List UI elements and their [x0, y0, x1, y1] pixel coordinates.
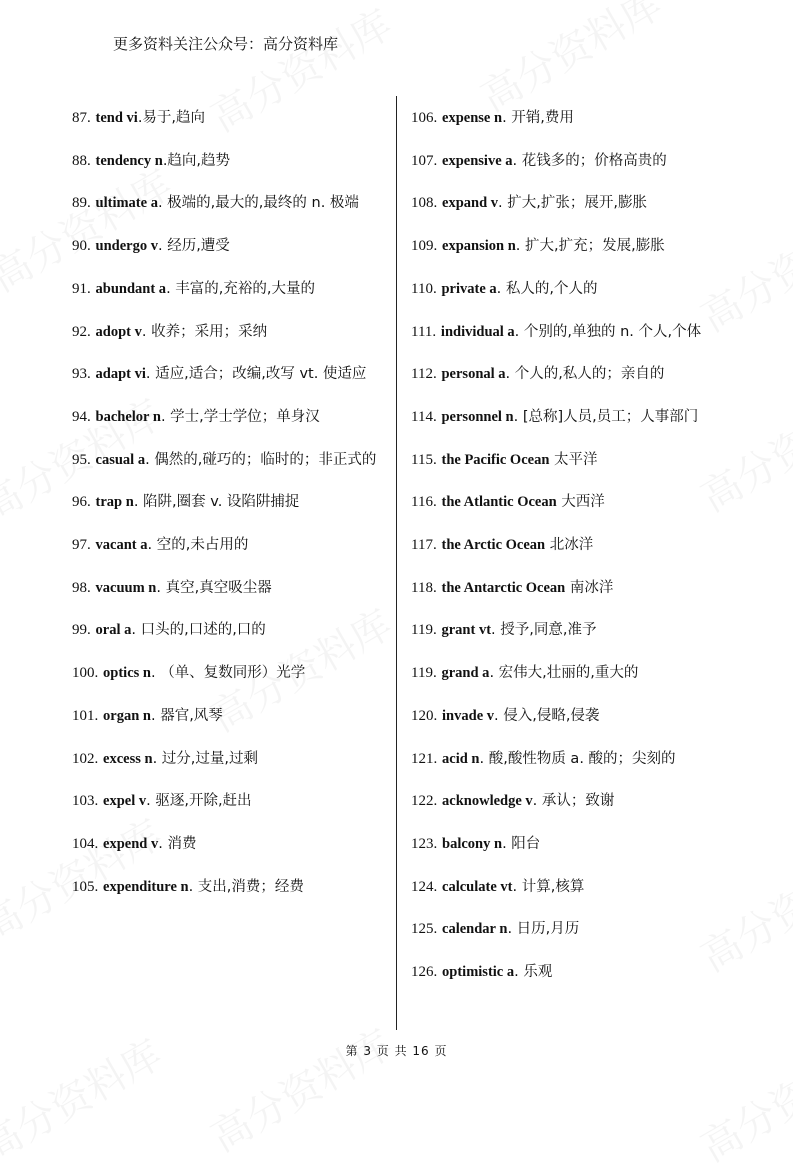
vocab-entry [72, 609, 388, 652]
entry-definition: 大西洋 [556, 494, 605, 511]
entry-word: optics n [103, 665, 151, 682]
entry-number: 94. [72, 408, 91, 425]
vocab-entry [411, 481, 741, 524]
entry-number: 99. [72, 622, 91, 639]
entry-number: 115. [411, 451, 437, 468]
entry-number: 103. [72, 793, 99, 810]
entry-number: 92. [72, 323, 91, 340]
entry-word: acid n [442, 750, 480, 767]
vocab-entry [411, 97, 741, 140]
entry-number: 97. [72, 537, 91, 554]
entry-definition: . 乐观 [514, 964, 553, 981]
entry-number: 121. [411, 750, 438, 767]
entry-word: individual a [440, 323, 515, 340]
vocab-entry [72, 481, 388, 524]
entry-definition: . 花钱多的；价格高贵的 [512, 152, 667, 169]
entry-number: 104. [72, 835, 99, 852]
page-footer: 第 3 页 共 16 页 [345, 1044, 448, 1058]
entry-definition: . [总称]人员,员工；人事部门 [513, 408, 699, 425]
entry-word: expensive a [442, 152, 513, 169]
watermark [199, 1014, 401, 1163]
entry-definition: . 开销,费用 [502, 110, 574, 126]
entry-definition: 南冰洋 [565, 579, 614, 596]
column-divider [396, 96, 397, 1030]
entry-definition: . 承认；致谢 [532, 793, 615, 810]
entry-word: grant vt [441, 622, 492, 639]
entry-word: organ n [103, 707, 151, 724]
vocab-entry [411, 182, 741, 225]
entry-number: 111. [411, 323, 437, 340]
entry-word: tendency n [95, 152, 163, 169]
entry-number: 108. [411, 195, 438, 212]
vocab-entry [411, 695, 741, 738]
entry-definition: . 宏伟大,壮丽的,重大的 [489, 665, 639, 682]
entry-definition: . 丰富的,充裕的,大量的 [166, 280, 315, 297]
entry-definition: 北冰洋 [545, 537, 594, 554]
entry-word: expense n [442, 110, 503, 126]
vocab-entry [411, 567, 741, 610]
entry-definition: . 阳台 [502, 835, 541, 852]
entry-definition: . 侵入,侵略,侵袭 [494, 707, 600, 724]
entry-definition: . 个人的,私人的；亲自的 [505, 366, 665, 383]
entry-number: 110. [411, 280, 437, 297]
vocab-entry [411, 524, 741, 567]
entry-word: abundant a [95, 280, 167, 297]
left-vocabulary-column [72, 97, 388, 908]
entry-definition: 太平洋 [549, 451, 598, 468]
vocab-entry [411, 866, 741, 909]
entry-word: expansion n [442, 238, 516, 255]
entry-word: the Atlantic Ocean [441, 494, 557, 511]
vocab-entry [72, 97, 388, 140]
vocab-entry [72, 140, 388, 183]
entry-definition: . 偶然的,碰巧的；临时的；非正式的 [145, 451, 377, 468]
entry-word: undergo v [95, 238, 158, 255]
entry-word: bachelor n [95, 408, 161, 425]
entry-number: 109. [411, 238, 438, 255]
vocab-entry [72, 396, 388, 439]
entry-number: 89. [72, 195, 91, 212]
entry-word: expel v [103, 793, 147, 810]
entry-number: 101. [72, 707, 99, 724]
entry-definition: . 陷阱,圈套 v. 设陷阱捕捉 [133, 494, 300, 511]
entry-number: 114. [411, 408, 437, 425]
entry-definition: . 扩大,扩充；发展,膨胀 [515, 238, 665, 255]
entry-word: casual a [95, 451, 146, 468]
page-header: 更多资料关注公众号：高分资料库 [113, 35, 339, 53]
vocab-entry [411, 311, 741, 354]
entry-number: 88. [72, 152, 91, 169]
entry-number: 124. [411, 878, 438, 895]
entry-definition: . 扩大,扩张；展开,膨胀 [498, 195, 647, 212]
vocab-entry [411, 439, 741, 482]
vocab-entry [411, 738, 741, 781]
entry-number: 112. [411, 366, 437, 383]
entry-definition: . 日历,月历 [507, 921, 580, 938]
vocab-entry [72, 780, 388, 823]
vocab-entry [72, 524, 388, 567]
entry-number: 102. [72, 750, 99, 767]
vocab-entry [411, 951, 741, 994]
entry-number: 117. [411, 537, 437, 554]
entry-word: grand a [441, 665, 490, 682]
vocab-entry [72, 439, 388, 482]
entry-number: 95. [72, 451, 91, 468]
entry-definition: . 口头的,口述的,口的 [131, 622, 266, 639]
entry-number: 122. [411, 793, 438, 810]
entry-definition: . 酸,酸性物质 a. 酸的；尖刻的 [479, 750, 676, 767]
entry-number: 105. [72, 878, 99, 895]
vocab-entry [411, 353, 741, 396]
entry-number: 119. [411, 622, 437, 639]
entry-number: 87. [72, 110, 91, 126]
entry-definition: . 适应,适合；改编,改写 vt. 使适应 [145, 366, 367, 383]
entry-definition: . 器官,风琴 [150, 707, 223, 724]
vocab-entry [411, 609, 741, 652]
vocab-entry [72, 652, 388, 695]
vocab-entry [72, 268, 388, 311]
vocab-entry [72, 823, 388, 866]
entry-word: acknowledge v [442, 793, 533, 810]
entry-definition: . 经历,遭受 [157, 238, 230, 255]
entry-definition: . 授予,同意,准予 [491, 622, 597, 639]
entry-word: personnel n [441, 408, 514, 425]
entry-number: 120. [411, 707, 438, 724]
entry-word: vacuum n [95, 579, 157, 596]
entry-word: invade v [442, 707, 494, 724]
entry-word: oral a [95, 622, 132, 639]
vocab-entry [72, 567, 388, 610]
entry-definition: . 过分,过量,过剩 [152, 750, 259, 767]
vocab-entry [411, 823, 741, 866]
vocab-entry [411, 225, 741, 268]
entry-word: the Antarctic Ocean [441, 579, 566, 596]
entry-word: the Arctic Ocean [441, 537, 546, 554]
entry-word: the Pacific Ocean [441, 451, 550, 468]
entry-word: vacant a [95, 537, 148, 554]
vocab-entry [411, 268, 741, 311]
vocab-entry [72, 738, 388, 781]
vocab-entry [72, 695, 388, 738]
vocab-entry [72, 311, 388, 354]
entry-definition: . 收养；采用；采纳 [141, 323, 268, 340]
entry-definition: . 驱逐,开除,赶出 [146, 793, 252, 810]
entry-definition: . 支出,消费；经费 [188, 878, 304, 895]
entry-word: calculate vt [442, 878, 513, 895]
vocab-entry [411, 652, 741, 695]
vocab-entry [411, 140, 741, 183]
entry-number: 100. [72, 665, 99, 682]
entry-number: 118. [411, 579, 437, 596]
vocab-entry [72, 353, 388, 396]
entry-word: adopt v [95, 323, 142, 340]
entry-definition: . （单、复数同形）光学 [150, 665, 306, 682]
vocab-entry [72, 182, 388, 225]
entry-word: trap n [95, 494, 134, 511]
vocab-entry [411, 908, 741, 951]
entry-word: personal a [441, 366, 506, 383]
entry-word: tend vi [95, 110, 138, 126]
entry-word: expand v [442, 195, 499, 212]
entry-number: 126. [411, 964, 438, 981]
entry-word: calendar n [442, 921, 508, 938]
right-vocabulary-column [411, 97, 741, 994]
entry-definition: . 个别的,单独的 n. 个人,个体 [514, 323, 702, 340]
entry-word: expenditure n [103, 878, 189, 895]
entry-word: ultimate a [95, 195, 158, 212]
entry-definition: . 真空,真空吸尘器 [156, 579, 272, 596]
entry-word: private a [441, 280, 497, 297]
entry-number: 106. [411, 110, 438, 126]
vocab-entry [411, 780, 741, 823]
entry-number: 90. [72, 238, 91, 255]
entry-definition: .趋向,趋势 [162, 152, 231, 169]
vocab-entry [72, 866, 388, 909]
entry-number: 93. [72, 366, 91, 383]
entry-word: optimistic a [442, 964, 515, 981]
vocab-entry [411, 396, 741, 439]
entry-number: 116. [411, 494, 437, 511]
entry-number: 123. [411, 835, 438, 852]
entry-word: balcony n [442, 835, 503, 852]
entry-definition: .易于,趋向 [137, 110, 206, 126]
entry-word: expend v [103, 835, 159, 852]
entry-definition: . 极端的,最大的,最终的 n. 极端 [157, 195, 359, 212]
entry-definition: . 私人的,个人的 [496, 280, 598, 297]
entry-number: 98. [72, 579, 91, 596]
entry-definition: . 空的,未占用的 [147, 537, 249, 554]
entry-number: 96. [72, 494, 91, 511]
entry-word: adapt vi [95, 366, 146, 383]
entry-number: 107. [411, 152, 438, 169]
entry-definition: . 学士,学士学位；单身汉 [160, 408, 320, 425]
entry-number: 119. [411, 665, 437, 682]
entry-definition: . 计算,核算 [512, 878, 585, 895]
vocab-entry [72, 225, 388, 268]
entry-word: excess n [103, 750, 153, 767]
entry-number: 125. [411, 921, 438, 938]
entry-number: 91. [72, 280, 91, 297]
entry-definition: . 消费 [158, 835, 197, 852]
